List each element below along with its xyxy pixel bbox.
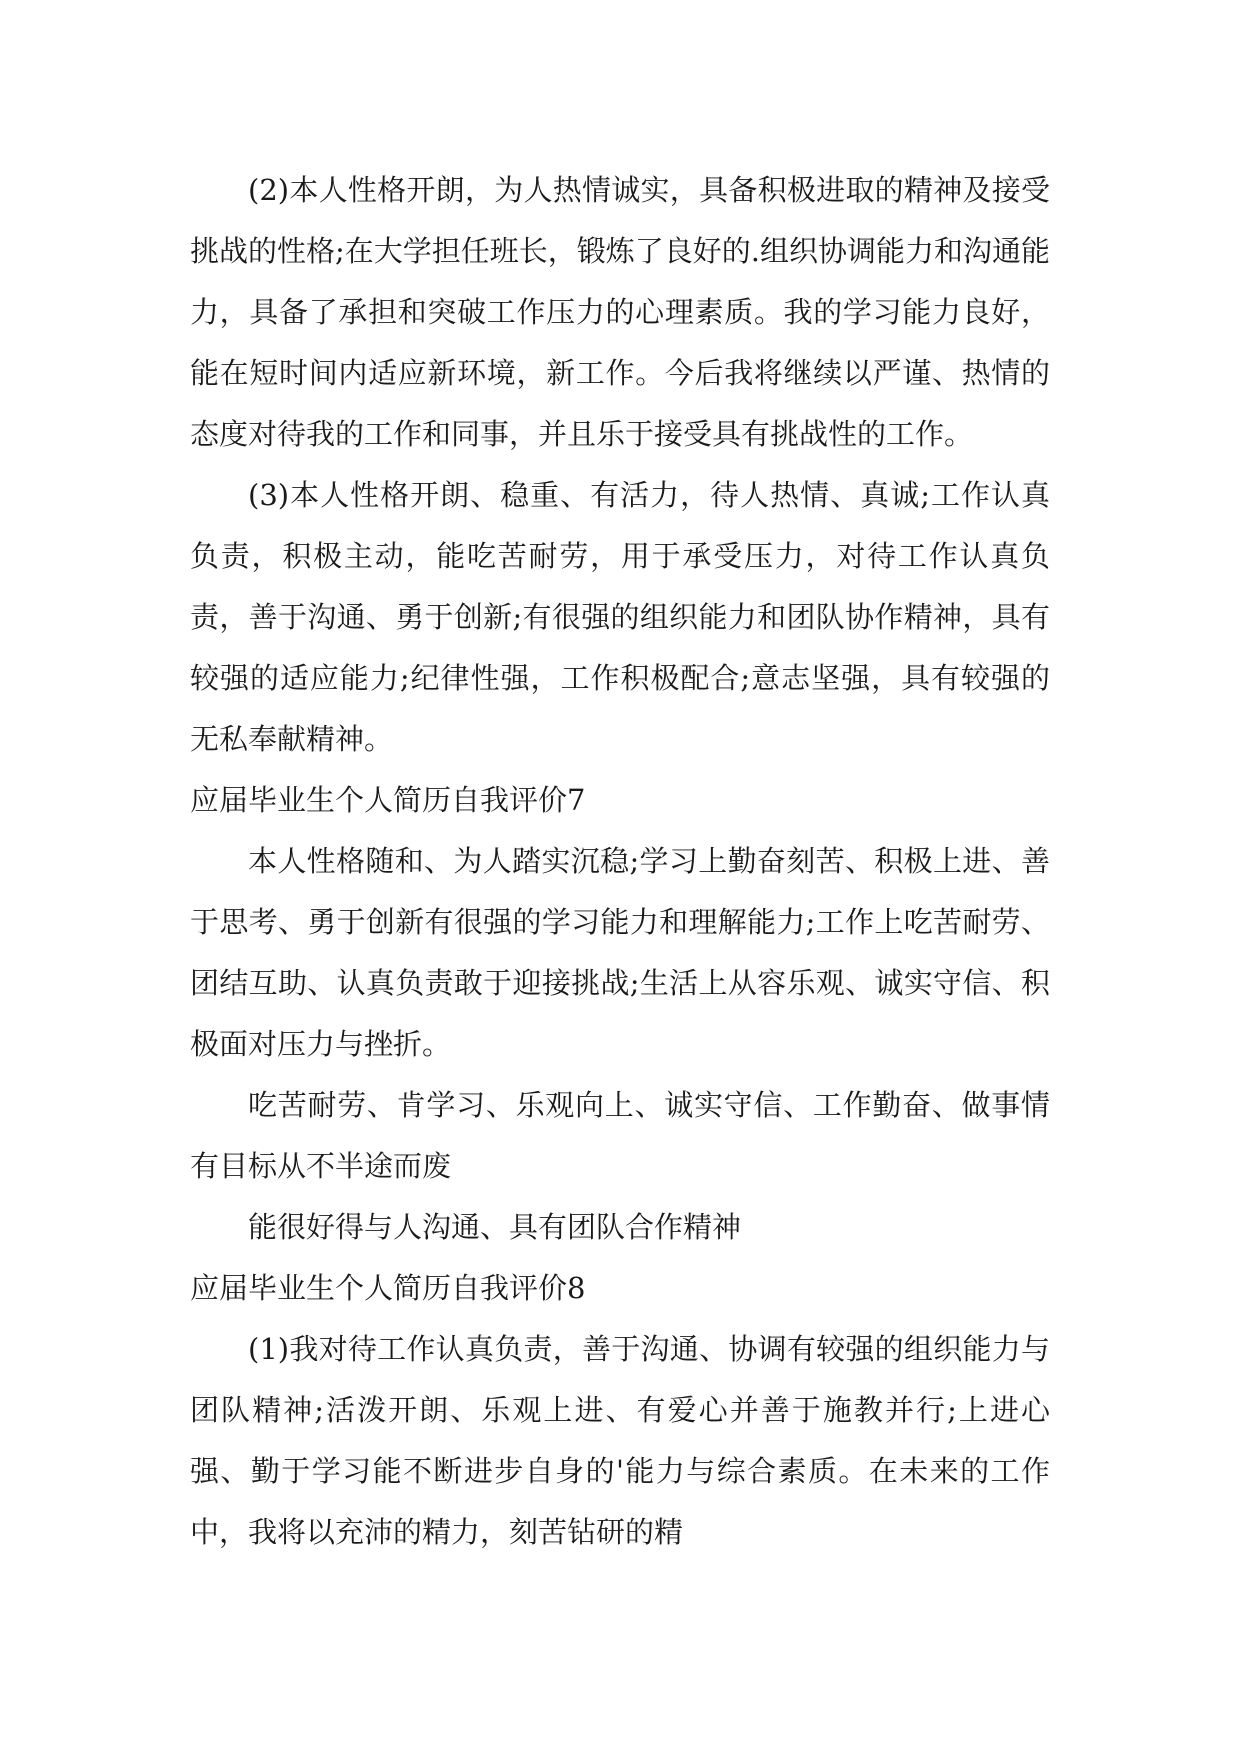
- paragraph-section-7-traits: 吃苦耐劳、肯学习、乐观向上、诚实守信、工作勤奋、做事情有目标从不半途而废: [190, 1088, 1050, 1183]
- paragraph-section-7-teamwork: 能很好得与人沟通、具有团队合作精神: [248, 1210, 742, 1244]
- document-body: [190, 160, 1050, 1563]
- section-heading-7: 应届毕业生个人简历自我评价7: [190, 783, 586, 817]
- paragraph-self-evaluation-3: (3)本人性格开朗、稳重、有活力，待人热情、真诚;工作认真负责，积极主动，能吃苦耐劳，用于承受压力，对待工作认真负责，善于沟通、勇于创新;有很强的组织能力和团队协作精神，具有较强的适应能力;纪律性强，工作积极配合;意志坚强，具有较强的无私奉献精神。: [190, 478, 1050, 756]
- paragraph-self-evaluation-2: (2)本人性格开朗，为人热情诚实，具备积极进取的精神及接受挑战的性格;在大学担任班长，锻炼了良好的.组织协调能力和沟通能力，具备了承担和突破工作压力的心理素质。我的学习能力良好，能在短时间内适应新环境，新工作。今后我将继续以严谨、热情的态度对待我的工作和同事，并且乐于接受具有挑战性的工作。: [190, 173, 1050, 451]
- paragraph-section-7-main: 本人性格随和、为人踏实沉稳;学习上勤奋刻苦、积极上进、善于思考、勇于创新有很强的学习能力和理解能力;工作上吃苦耐劳、团结互助、认真负责敢于迎接挑战;生活上从容乐观、诚实守信、积极面对压力与挫折。: [190, 844, 1050, 1061]
- paragraph-section-8-item-1: (1)我对待工作认真负责，善于沟通、协调有较强的组织能力与团队精神;活泼开朗、乐观上进、有爱心并善于施教并行;上进心强、勤于学习能不断进步自身的'能力与综合素质。在未来的工作中，我将以充沛的精力，刻苦钻研的精: [190, 1332, 1050, 1549]
- section-heading-8: 应届毕业生个人简历自我评价8: [190, 1271, 586, 1305]
